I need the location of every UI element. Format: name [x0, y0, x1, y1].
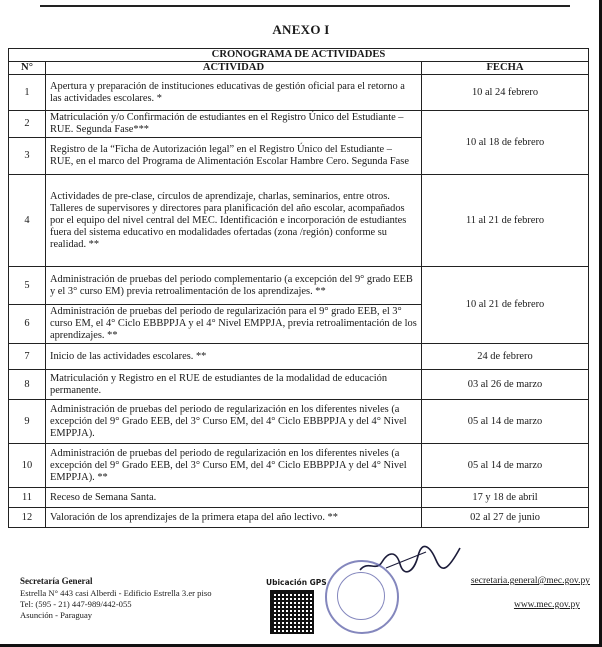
row-number: 7	[9, 344, 46, 370]
row-number: 6	[9, 305, 46, 344]
row-number: 10	[9, 444, 46, 488]
footer-address: Estrella N° 443 casi Alberdi - Edificio Estrella 3.er piso	[20, 588, 212, 598]
row-number: 11	[9, 488, 46, 508]
row-activity: Administración de pruebas del periodo complementario (a excepción del 9° grado EEB y el 3° curso EM) previa retroalimentación de los aprendizajes. **	[46, 267, 422, 305]
row-date: 03 al 26 de marzo	[422, 370, 589, 400]
cropped-header-line	[40, 0, 570, 7]
row-activity: Valoración de los aprendizajes de la primera etapa del año lectivo. **	[46, 508, 422, 528]
row-date: 17 y 18 de abril	[422, 488, 589, 508]
table-row	[9, 344, 589, 370]
row-date: 24 de febrero	[422, 344, 589, 370]
page-footer	[20, 576, 590, 636]
table-header-row	[9, 62, 589, 75]
table-row	[9, 111, 589, 138]
row-activity: Administración de pruebas del periodo de regularización en los diferentes niveles (a excepción del 9° Grado EEB, del 3° Curso EM, del 4° Ciclo EBBPPJA y del 4° Nivel EMPPJA).	[46, 400, 422, 444]
table-row	[9, 400, 589, 444]
table-row	[9, 488, 589, 508]
row-date: 05 al 14 de marzo	[422, 400, 589, 444]
table-row	[9, 370, 589, 400]
table-row	[9, 508, 589, 528]
header-num: N°	[9, 62, 46, 75]
footer-website-link[interactable]: www.mec.gov.py	[513, 600, 580, 610]
table-row	[9, 267, 589, 305]
row-activity: Actividades de pre-clase, círculos de aprendizaje, charlas, seminarios, entre otros. Talleres de supervisores y directores para planificación del año escolar, acompañados por el equipo del nivel central del MEC. Identificación e incorporación de estudiantes fuera del sistema educativo en modalidades ofertadas (zona /región) conforme su realidad. **	[46, 175, 422, 267]
header-date: FECHA	[422, 62, 589, 75]
footer-phone: Tel: (595 - 21) 447-989/442-055	[20, 599, 132, 609]
row-number: 9	[9, 400, 46, 444]
row-activity: Administración de pruebas del periodo de regularización en los diferentes niveles (a excepción del 9° Grado EEB, del 3° Curso EM, del 4° Ciclo EBBPPJA y del 4° Nivel EMPPJA). **	[46, 444, 422, 488]
row-date: 02 al 27 de junio	[422, 508, 589, 528]
official-seal-stamp	[325, 560, 399, 634]
table-caption: CRONOGRAMA DE ACTIVIDADES	[9, 49, 589, 62]
row-number: 4	[9, 175, 46, 267]
row-activity: Apertura y preparación de instituciones educativas de gestión oficial para el retorno a las actividades escolares. *	[46, 75, 422, 111]
schedule-table	[8, 48, 589, 528]
row-activity: Matriculación y Registro en el RUE de estudiantes de la modalidad de educación permanente.	[46, 370, 422, 400]
row-activity: Receso de Semana Santa.	[46, 488, 422, 508]
row-date: 10 al 21 de febrero	[422, 267, 589, 344]
row-number: 12	[9, 508, 46, 528]
row-activity: Registro de la “Ficha de Autorización legal” en el Registro Único del Estudiante – RUE, en el marco del Programa de Alimentación Escolar Hambre Cero. Segunda Fase	[46, 138, 422, 175]
footer-gps-label: Ubicación GPS	[266, 578, 327, 587]
row-number: 2	[9, 111, 46, 138]
footer-org: Secretaría General	[20, 576, 93, 586]
table-row	[9, 444, 589, 488]
row-activity: Administración de pruebas del periodo de regularización para el 9° grado EEB, el 3° curso EM, el 4° Ciclo EBBPPJA y el 4° Nivel EMPPJA, previa retroalimentación de los aprendizajes. **	[46, 305, 422, 344]
row-date: 10 al 18 de febrero	[422, 111, 589, 175]
footer-email-link[interactable]: secretaria.general@mec.gov.py	[470, 576, 590, 586]
row-number: 3	[9, 138, 46, 175]
row-number: 1	[9, 75, 46, 111]
header-activity: ACTIVIDAD	[46, 62, 422, 75]
table-caption-row	[9, 49, 589, 62]
row-date: 05 al 14 de marzo	[422, 444, 589, 488]
row-number: 5	[9, 267, 46, 305]
table-row	[9, 175, 589, 267]
qr-code-icon[interactable]	[270, 590, 314, 634]
row-date: 10 al 24 febrero	[422, 75, 589, 111]
row-date: 11 al 21 de febrero	[422, 175, 589, 267]
row-activity: Inicio de las actividades escolares. **	[46, 344, 422, 370]
row-number: 8	[9, 370, 46, 400]
row-activity: Matriculación y/o Confirmación de estudiantes en el Registro Único del Estudiante – RUE. Segunda Fase***	[46, 111, 422, 138]
annex-title: ANEXO I	[272, 22, 330, 37]
footer-city: Asunción - Paraguay	[20, 610, 93, 620]
table-row	[9, 75, 589, 111]
